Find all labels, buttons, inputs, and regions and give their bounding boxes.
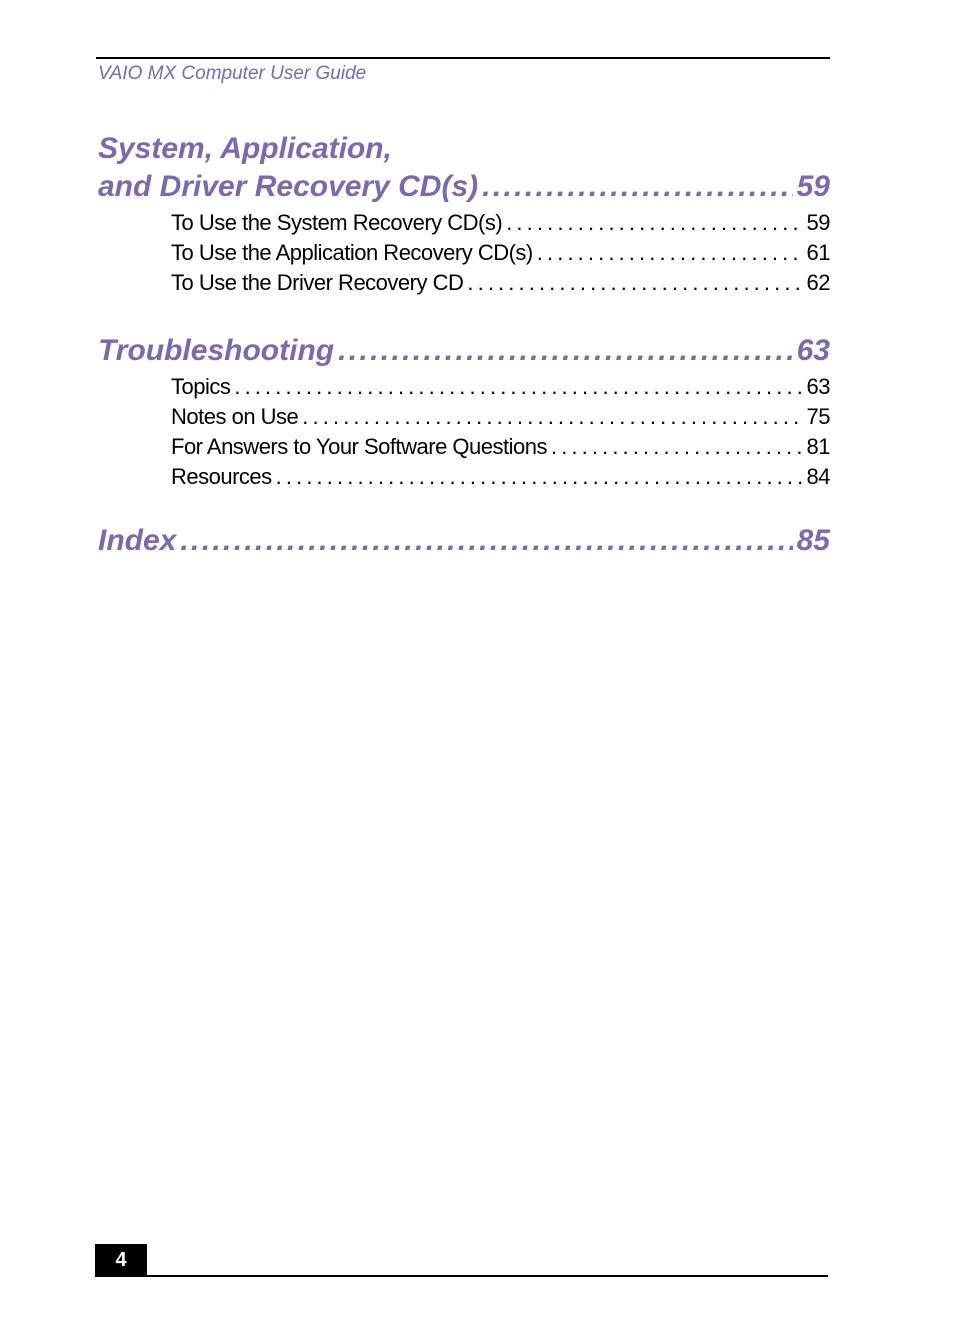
chapter-page-number: 59 — [796, 170, 830, 203]
page-number: 4 — [95, 1244, 147, 1277]
entry-title: To Use the System Recovery CD(s) — [171, 210, 503, 235]
toc-entries — [98, 372, 830, 492]
entry-page-number: 59 — [806, 210, 830, 235]
footer-rule — [96, 1275, 828, 1277]
entry-title: To Use the Driver Recovery CD — [171, 270, 464, 295]
entry-page-number: 84 — [806, 464, 830, 489]
toc-chapter-row[interactable] — [98, 522, 830, 560]
entry-title: For Answers to Your Software Questions — [171, 434, 547, 459]
chapter-title: Troubleshooting — [98, 334, 335, 367]
dot-leader — [234, 372, 802, 402]
toc-entry-row[interactable] — [171, 238, 830, 268]
toc-entry-row[interactable] — [171, 402, 830, 432]
entry-page-number: 61 — [806, 240, 830, 265]
entry-title: Resources — [171, 464, 272, 489]
dot-leader — [467, 268, 802, 298]
table-of-contents — [98, 130, 830, 590]
dot-leader — [537, 238, 803, 268]
dot-leader — [180, 522, 792, 560]
entry-title: To Use the Application Recovery CD(s) — [171, 240, 533, 265]
toc-entry-row[interactable] — [171, 462, 830, 492]
toc-section-troubleshooting — [98, 332, 830, 492]
entry-page-number: 62 — [806, 270, 830, 295]
entry-page-number: 75 — [806, 404, 830, 429]
toc-chapter-row[interactable] — [98, 332, 830, 370]
toc-section-index — [98, 522, 830, 560]
dot-leader — [302, 402, 802, 432]
chapter-page-number: 85 — [796, 524, 830, 557]
toc-chapter-row[interactable] — [98, 168, 830, 206]
entry-title: Notes on Use — [171, 404, 299, 429]
toc-entry-row[interactable] — [171, 432, 830, 462]
entry-page-number: 63 — [806, 374, 830, 399]
dot-leader — [338, 332, 793, 370]
header-rule — [96, 57, 830, 59]
dot-leader — [276, 462, 803, 492]
toc-entry-row[interactable] — [171, 268, 830, 298]
toc-entry-row[interactable] — [171, 208, 830, 238]
chapter-page-number: 63 — [796, 334, 830, 367]
toc-section-recovery — [98, 130, 830, 298]
dot-leader — [551, 432, 803, 462]
entry-page-number: 81 — [806, 434, 830, 459]
toc-entries — [98, 208, 830, 298]
running-header: VAIO MX Computer User Guide — [98, 63, 367, 84]
toc-entry-row[interactable] — [171, 372, 830, 402]
section-title-line1: System, Application, — [98, 132, 392, 165]
dot-leader — [482, 168, 792, 206]
entry-title: Topics — [171, 374, 231, 399]
dot-leader — [506, 208, 802, 238]
chapter-title: and Driver Recovery CD(s) — [98, 170, 479, 203]
chapter-title: Index — [98, 524, 177, 557]
